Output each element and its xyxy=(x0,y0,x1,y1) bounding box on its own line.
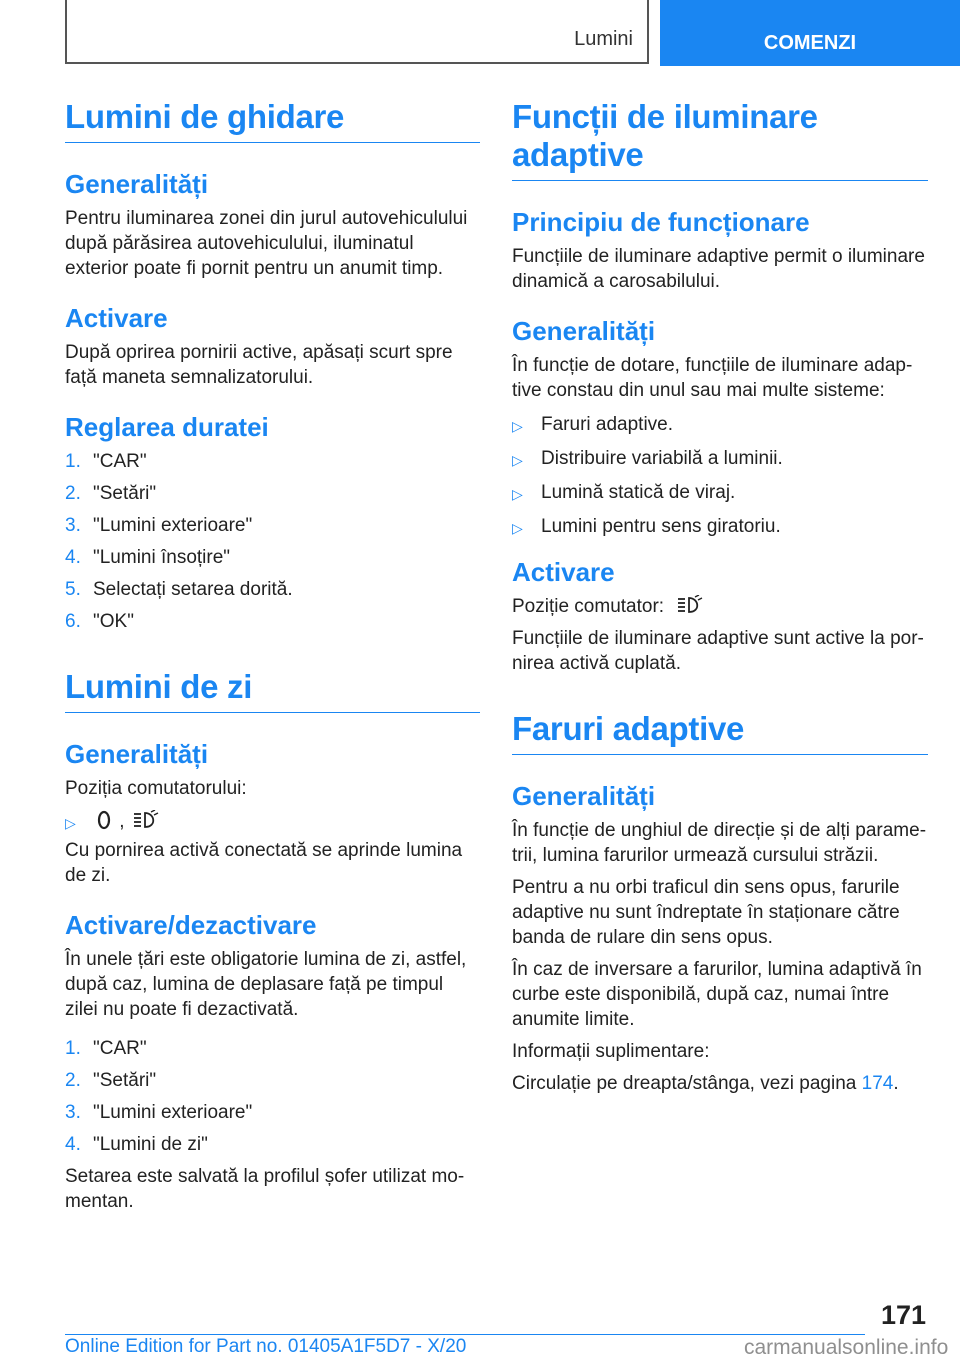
triangle-right-icon: ▷ xyxy=(512,520,523,536)
header-section-box xyxy=(65,0,649,64)
list-item-text: Lumini pentru sens giratoriu. xyxy=(541,516,781,537)
watermark: carmanualsonline.info xyxy=(744,1336,949,1359)
steps-list xyxy=(65,1036,480,1157)
triangle-right-icon: ▷ xyxy=(65,815,76,831)
paragraph: După oprirea pornirii active, apăsați scurt spre față maneta semnalizatorului. xyxy=(65,342,453,388)
step-text: "Lumini de zi" xyxy=(93,1134,208,1155)
systems-list xyxy=(512,412,928,541)
step-text: "Setări" xyxy=(93,483,157,504)
subheading-generalitati: Generalități xyxy=(65,169,209,199)
edition-text: Online Edition for Part no. 01405A1F5D7 - X/20 xyxy=(65,1336,467,1357)
list-item xyxy=(65,449,480,474)
step-text: "Lumini exterioare" xyxy=(93,515,253,536)
subheading-generalitati: Generalități xyxy=(65,739,209,769)
list-item xyxy=(65,1068,480,1093)
step-number: 6. xyxy=(65,611,81,632)
header-chapter-tab: COMENZI xyxy=(660,0,960,66)
list-item xyxy=(65,481,480,506)
list-item xyxy=(65,1036,480,1061)
right-column xyxy=(512,98,928,1096)
switch-position-0-icon xyxy=(97,810,111,830)
steps-list xyxy=(65,449,480,634)
header-section-title: Lumini xyxy=(574,28,633,50)
list-item-text: Faruri adaptive. xyxy=(541,414,674,435)
step-number: 1. xyxy=(65,451,81,472)
paragraph: În unele țări este obligatorie lumina de zi, astfel, după caz, lumina de deplasare față pe timpul zilei nu poate fi dezactivată. xyxy=(65,949,467,1020)
page-link[interactable]: 174 xyxy=(861,1073,894,1094)
heading-functii-de-iluminare-adaptive: Funcții de iluminare adaptive xyxy=(512,98,928,181)
subheading-activare: Activare xyxy=(512,557,615,587)
left-column xyxy=(65,98,480,1214)
period: . xyxy=(893,1073,899,1094)
subheading-reglarea-duratei: Reglarea duratei xyxy=(65,412,269,442)
cross-reference-text: Circulație pe dreapta/stânga, vezi pagina xyxy=(512,1073,857,1094)
triangle-right-icon: ▷ xyxy=(512,486,523,502)
switch-positions xyxy=(94,809,162,836)
subheading-principiu-de-functionare: Principiu de funcționare xyxy=(512,207,810,237)
list-item xyxy=(65,609,480,634)
step-text: "Lumini însoțire" xyxy=(93,547,231,568)
step-text: "OK" xyxy=(93,611,134,632)
step-text: "Lumini exterioare" xyxy=(93,1102,253,1123)
step-number: 5. xyxy=(65,579,81,600)
paragraph xyxy=(512,594,928,619)
step-number: 2. xyxy=(65,483,81,504)
auto-light-icon xyxy=(133,810,159,830)
page-number: 171 xyxy=(880,1300,926,1330)
page-header xyxy=(0,0,960,66)
paragraph xyxy=(512,1071,928,1096)
list-item xyxy=(65,1100,480,1125)
paragraph: Pentru a nu orbi traficul din sens opus, farurile adaptive nu sunt îndreptate în staționare către banda de rulare din sens opus. xyxy=(512,877,900,948)
paragraph: Funcțiile de iluminare adaptive permit o iluminare dinamică a carosabilului. xyxy=(512,246,925,292)
paragraph: Pentru iluminarea zonei din jurul autovehiculului după părăsirea autovehiculului, iluminatul exterior poate fi pornit pentru un anumit timp. xyxy=(65,208,468,279)
separator-comma: , xyxy=(119,811,125,832)
step-text: "CAR" xyxy=(93,451,147,472)
heading-faruri-adaptive: Faruri adaptive xyxy=(512,710,928,755)
list-item xyxy=(512,446,928,473)
subheading-generalitati: Generalități xyxy=(512,316,656,346)
list-item xyxy=(512,514,928,541)
footer-divider xyxy=(65,1334,865,1335)
step-text: "Setări" xyxy=(93,1070,157,1091)
list-item xyxy=(65,513,480,538)
heading-lumini-de-zi: Lumini de zi xyxy=(65,668,480,713)
subheading-activare: Activare xyxy=(65,303,168,333)
paragraph: Informații suplimentare: xyxy=(512,1041,710,1062)
heading-lumini-de-ghidare: Lumini de ghidare xyxy=(65,98,480,143)
list-item-text: Distribuire variabilă a luminii. xyxy=(541,448,783,469)
list-item xyxy=(65,809,480,836)
switch-position-list xyxy=(65,809,480,836)
step-number: 3. xyxy=(65,515,81,536)
switch-position-label: Poziție comutator: xyxy=(512,596,665,617)
list-item xyxy=(65,545,480,570)
paragraph: În funcție de unghiul de direcție și de alți parame-trii, lumina farurilor urmează cursului străzii. xyxy=(512,820,927,866)
triangle-right-icon: ▷ xyxy=(512,418,523,434)
paragraph: Funcțiile de iluminare adaptive sunt active la por-nirea activă cuplată. xyxy=(512,628,924,674)
paragraph: În caz de inversare a farurilor, lumina adaptivă în curbe este disponibilă, după caz, numai între anumite limite. xyxy=(512,959,922,1030)
list-item-text: Lumină statică de viraj. xyxy=(541,482,736,503)
list-item xyxy=(512,480,928,507)
step-number: 1. xyxy=(65,1038,81,1059)
step-number: 2. xyxy=(65,1070,81,1091)
paragraph: Cu pornirea activă conectată se aprinde lumina de zi. xyxy=(65,840,463,886)
list-item xyxy=(65,1132,480,1157)
triangle-right-icon: ▷ xyxy=(512,452,523,468)
auto-light-icon xyxy=(677,595,703,615)
step-text: "CAR" xyxy=(93,1038,147,1059)
list-item xyxy=(65,577,480,602)
step-text: Selectați setarea dorită. xyxy=(93,579,293,600)
paragraph: Setarea este salvată la profilul șofer utilizat mo-mentan. xyxy=(65,1166,465,1212)
step-number: 3. xyxy=(65,1102,81,1123)
paragraph: În funcție de dotare, funcțiile de iluminare adap-tive constau din unul sau mai multe sisteme: xyxy=(512,355,913,401)
subheading-activare-dezactivare: Activare/dezactivare xyxy=(65,910,317,940)
list-item xyxy=(512,412,928,439)
step-number: 4. xyxy=(65,1134,81,1155)
step-number: 4. xyxy=(65,547,81,568)
subheading-generalitati: Generalități xyxy=(512,781,656,811)
paragraph: Poziția comutatorului: xyxy=(65,778,247,799)
